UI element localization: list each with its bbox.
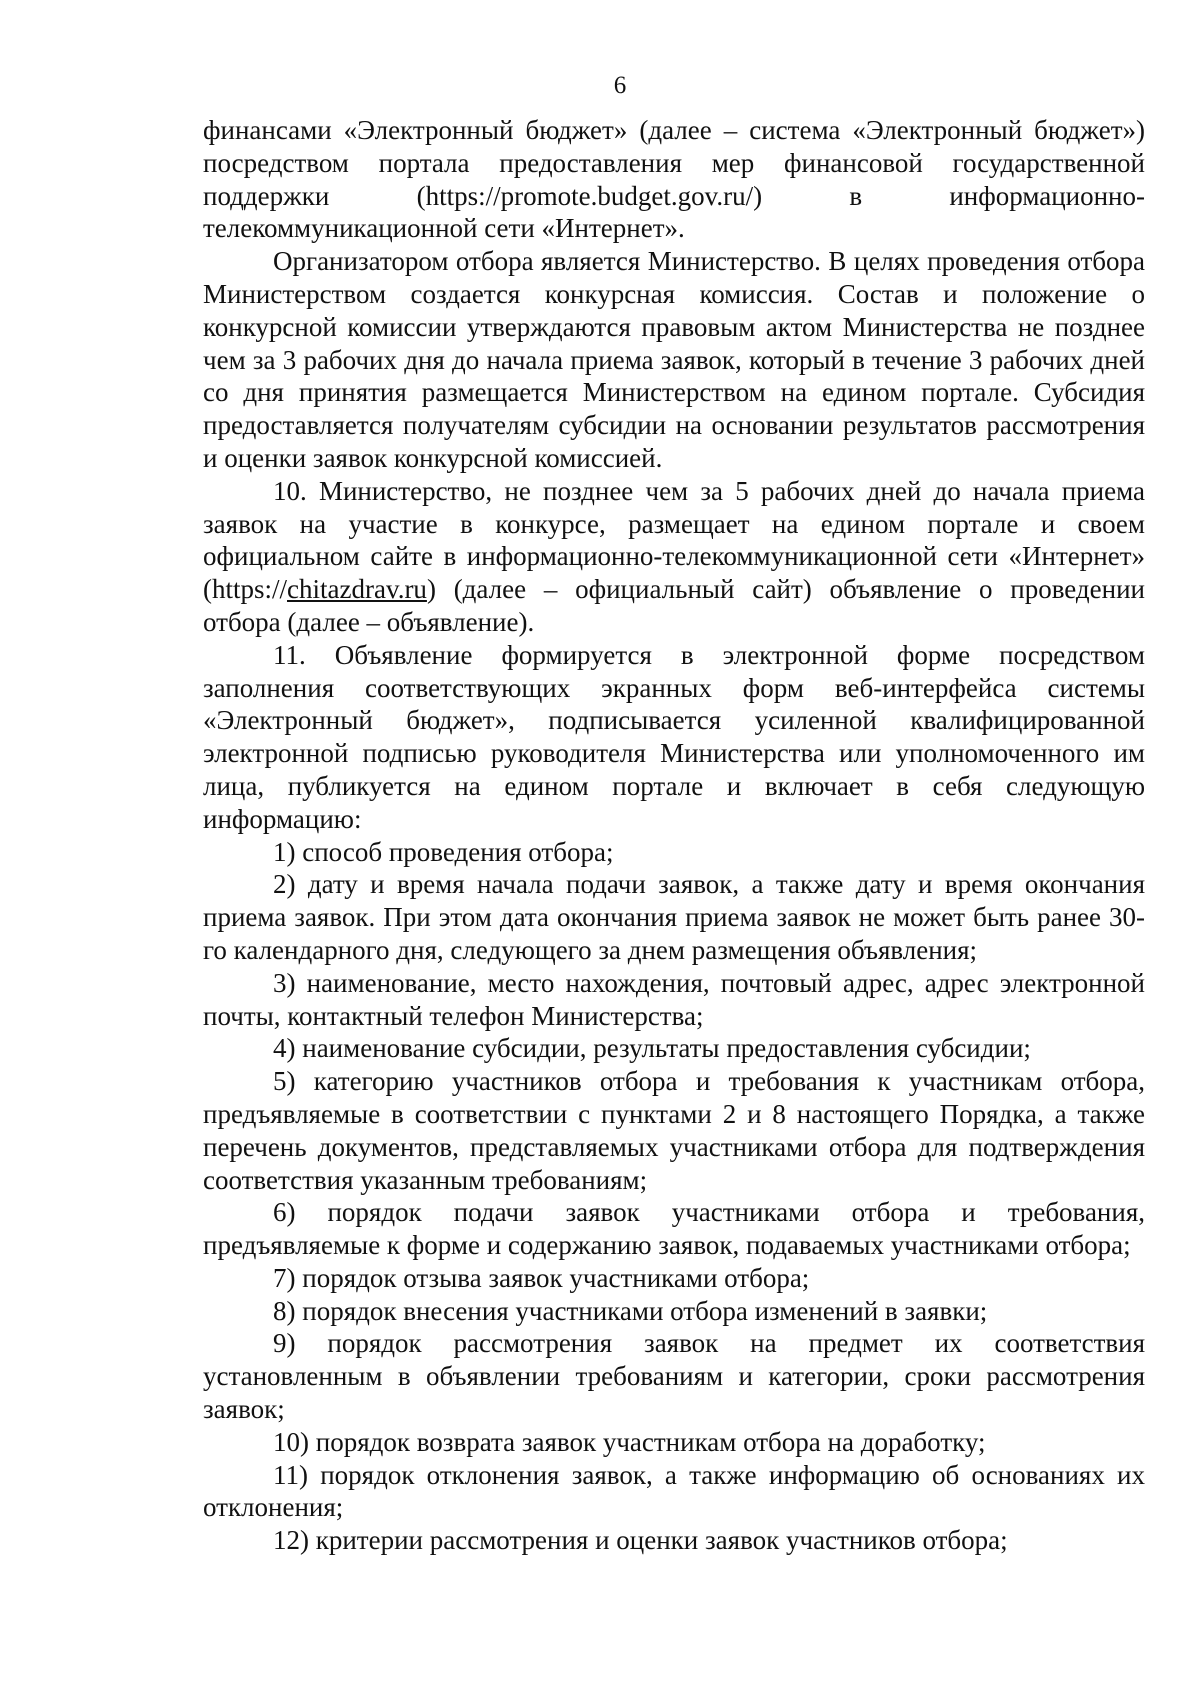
paragraph-10-text-start: 10. Министерство, не позднее чем за 5 рабочих дней до начала приема заявок на участие в конкурсе, размещает на едином портале и своем официальном сайте в информационно-телекоммуникационной сети «Интернет» (https:// xyxy=(203,475,1145,605)
list-item-1: 1) способ проведения отбора; xyxy=(273,836,614,867)
paragraph-continuation: финансами «Электронный бюджет» (далее – система «Электронный бюджет») посредством портала предоставления мер финансовой государственной поддержки (https://promote.budget.gov.ru/) в информационно-телекоммуникационной сети «Интернет». xyxy=(203,115,1145,244)
paragraph-11: 11. Объявление формируется в электронной форме посредством заполнения соответствующих экранных форм веб-интерфейса системы «Электронный бюджет», подписывается усиленной квалифицированной электронной подписью руководителя Министерства или уполномоченного им лица, публикуется на едином портале и включает в себя следующую информацию: xyxy=(203,639,1145,834)
page-number: 6 xyxy=(613,72,627,99)
paragraph-10 xyxy=(203,475,1145,639)
list-item-5: 5) категорию участников отбора и требования к участникам отбора, предъявляемые в соответствии с пунктами 2 и 8 настоящего Порядка, а также перечень документов, представляемых участниками отбора для подтверждения соответствия указанным требованиям; xyxy=(203,1066,1145,1195)
list-item-2: 2) дату и время начала подачи заявок, а также дату и время окончания приема заявок. При этом дата окончания приема заявок не может быть ранее 30-го календарного дня, следующего за днем размещения объявления; xyxy=(203,869,1145,965)
paragraph-organizer: Организатором отбора является Министерство. В целях проведения отбора Министерством создается конкурсная комиссия. Состав и положение о конкурсной комиссии утверждаются правовым актом Министерства не позднее чем за 3 рабочих дня до начала приема заявок, который в течение 3 рабочих дней со дня принятия размещается Министерством на едином портале. Субсидия предоставляется получателям субсидии на основании результатов рассмотрения и оценки заявок конкурсной комиссией. xyxy=(203,246,1145,473)
list-item-4: 4) наименование субсидии, результаты предоставления субсидии; xyxy=(273,1033,1031,1064)
list-item-11: 11) порядок отклонения заявок, а также информацию об основаниях их отклонения; xyxy=(203,1459,1145,1523)
list-item-7: 7) порядок отзыва заявок участниками отбора; xyxy=(273,1262,810,1293)
list-item-3: 3) наименование, место нахождения, почтовый адрес, адрес электронной почты, контактный телефон Министерства; xyxy=(203,967,1145,1031)
list-item-10: 10) порядок возврата заявок участникам отбора на доработку; xyxy=(273,1426,986,1457)
official-site-link[interactable]: chitazdrav.ru xyxy=(287,574,427,605)
document-body xyxy=(203,114,1145,1557)
list-item-12: 12) критерии рассмотрения и оценки заявок участников отбора; xyxy=(273,1525,1008,1556)
paragraph-10-text-end: ) (далее – официальный сайт) объявление о проведении отбора (далее – объявление). xyxy=(203,574,1145,637)
list-item-9: 9) порядок рассмотрения заявок на предмет их соответствия установленным в объявлении требованиям и категории, сроки рассмотрения заявок; xyxy=(203,1328,1145,1425)
list-item-6: 6) порядок подачи заявок участниками отбора и требования, предъявляемые к форме и содержанию заявок, подаваемых участниками отбора; xyxy=(203,1197,1145,1261)
list-item-8: 8) порядок внесения участниками отбора изменений в заявки; xyxy=(273,1295,988,1326)
